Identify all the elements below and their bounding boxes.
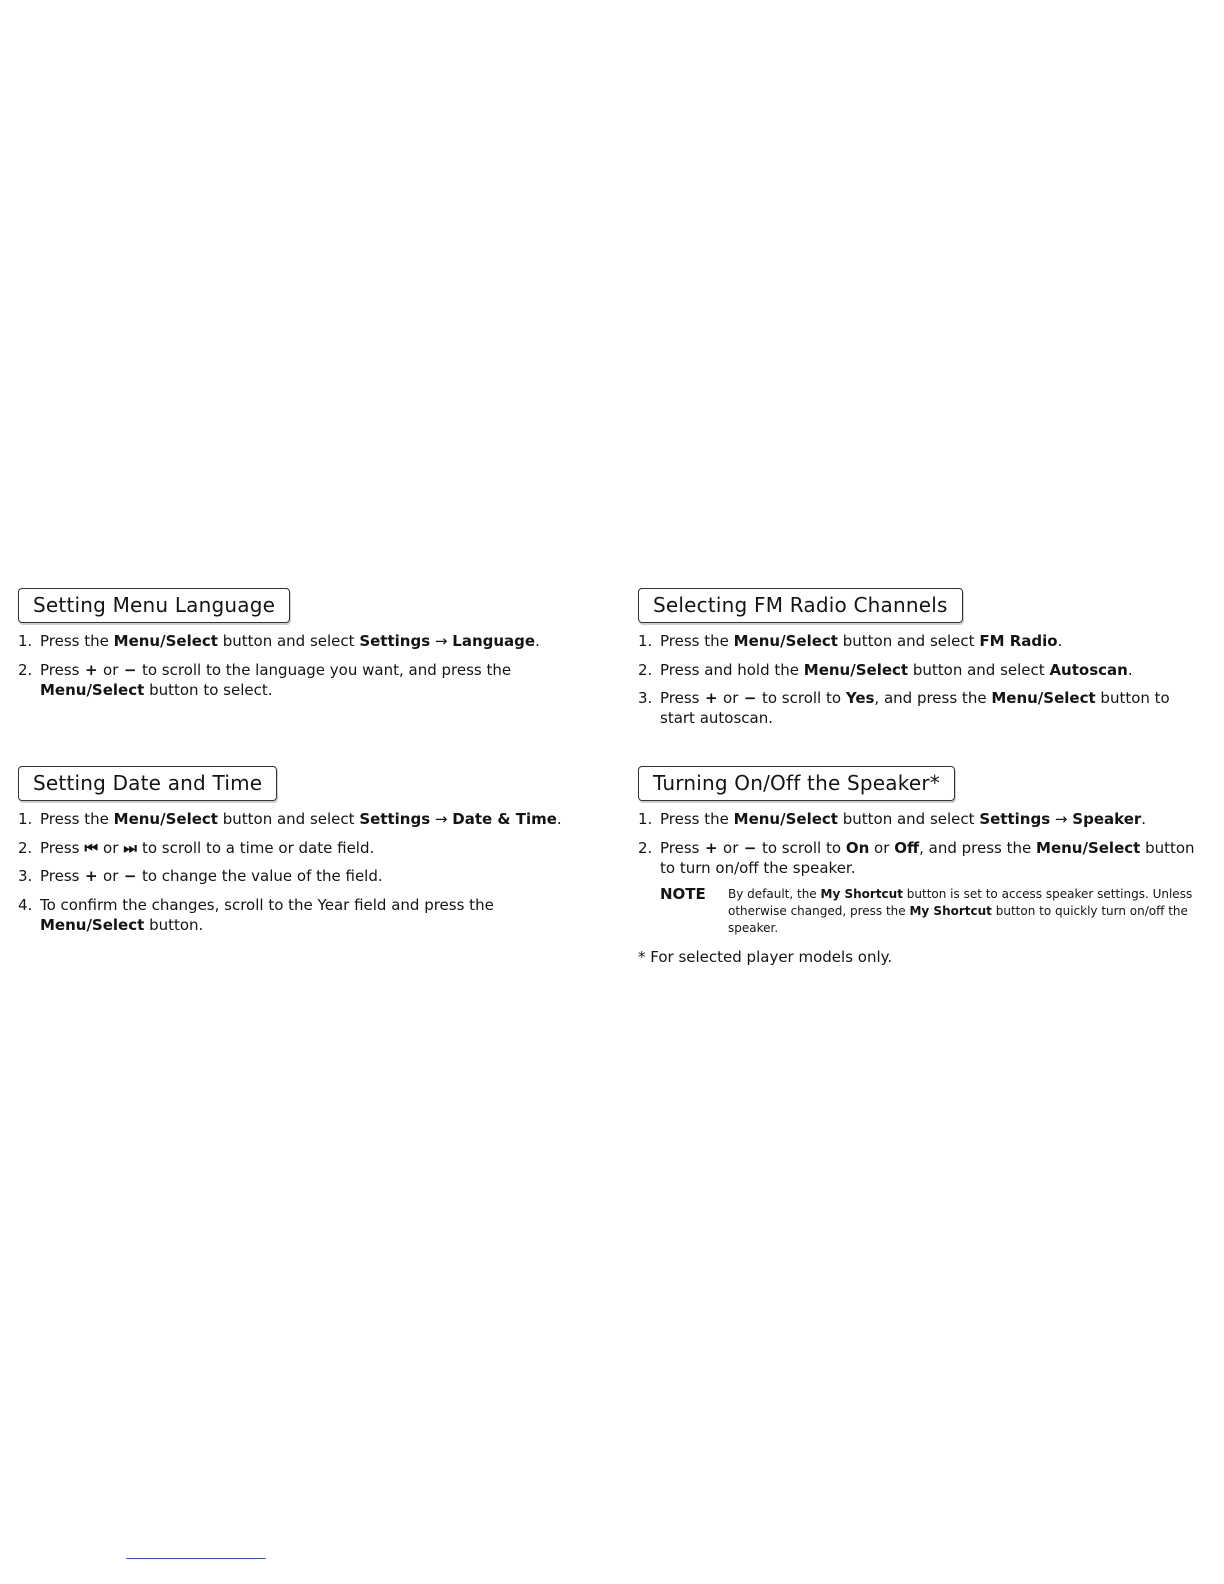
arrow-right-icon: →	[434, 810, 448, 828]
list-item: 4. To confirm the changes, scroll to the Year field and press the Menu/Select button.	[18, 895, 494, 934]
footnote-divider	[126, 1558, 266, 1559]
list-item: 3. Press + or − to scroll to Yes, and press the Menu/Select button to start autoscan.	[638, 689, 1170, 727]
arrow-right-icon: →	[434, 632, 448, 650]
note-label: NOTE	[660, 885, 706, 903]
steps-list	[638, 631, 1198, 728]
list-item: 2. Press and hold the Menu/Select button and select Autoscan.	[638, 660, 1133, 679]
section-date-time	[18, 766, 578, 943]
section-title: Setting Menu Language	[18, 588, 290, 623]
section-fm-radio	[638, 588, 1198, 737]
section-title: Turning On/Off the Speaker*	[638, 766, 955, 801]
plus-icon: +	[704, 838, 718, 857]
steps-list	[638, 809, 1198, 878]
plus-icon: +	[84, 660, 98, 679]
skip-forward-icon: ⏭	[123, 838, 137, 857]
arrow-right-icon: →	[1054, 810, 1068, 828]
section-menu-language	[18, 588, 578, 708]
list-item: 2. Press + or − to scroll to the language you want, and press the Menu/Select button to select.	[18, 660, 512, 699]
plus-icon: +	[704, 689, 718, 707]
list-item: 1. Press the Menu/Select button and select Settings → Speaker.	[638, 810, 1147, 828]
plus-icon: +	[84, 867, 98, 885]
minus-icon: −	[123, 660, 137, 679]
skip-back-icon: ⏮	[84, 838, 99, 857]
section-title: Setting Date and Time	[18, 766, 277, 801]
minus-icon: −	[743, 689, 757, 707]
footnote: * For selected player models only.	[638, 948, 893, 966]
section-speaker	[638, 766, 1198, 967]
list-item: 3. Press + or − to change the value of the field.	[18, 867, 383, 885]
minus-icon: −	[743, 838, 757, 857]
list-item: 1. Press the Menu/Select button and select Settings → Language.	[18, 632, 540, 650]
section-title: Selecting FM Radio Channels	[638, 588, 963, 623]
list-item: 2. Press + or − to scroll to On or Off, and press the Menu/Select button to turn on/off the speaker.	[638, 838, 1195, 877]
note-box: NOTE By default, the My Shortcut button is set to access speaker settings. Unless otherwise changed, press the My Shortcut button to quickly turn on/off the speaker.	[660, 885, 1193, 935]
list-item: 1. Press the Menu/Select button and select FM Radio.	[638, 632, 1063, 650]
minus-icon: −	[123, 867, 137, 885]
steps-list	[18, 809, 578, 935]
steps-list	[18, 631, 578, 700]
list-item: 1. Press the Menu/Select button and select Settings → Date & Time.	[18, 810, 562, 828]
list-item: 2. Press ⏮ or ⏭ to scroll to a time or date field.	[18, 838, 375, 857]
